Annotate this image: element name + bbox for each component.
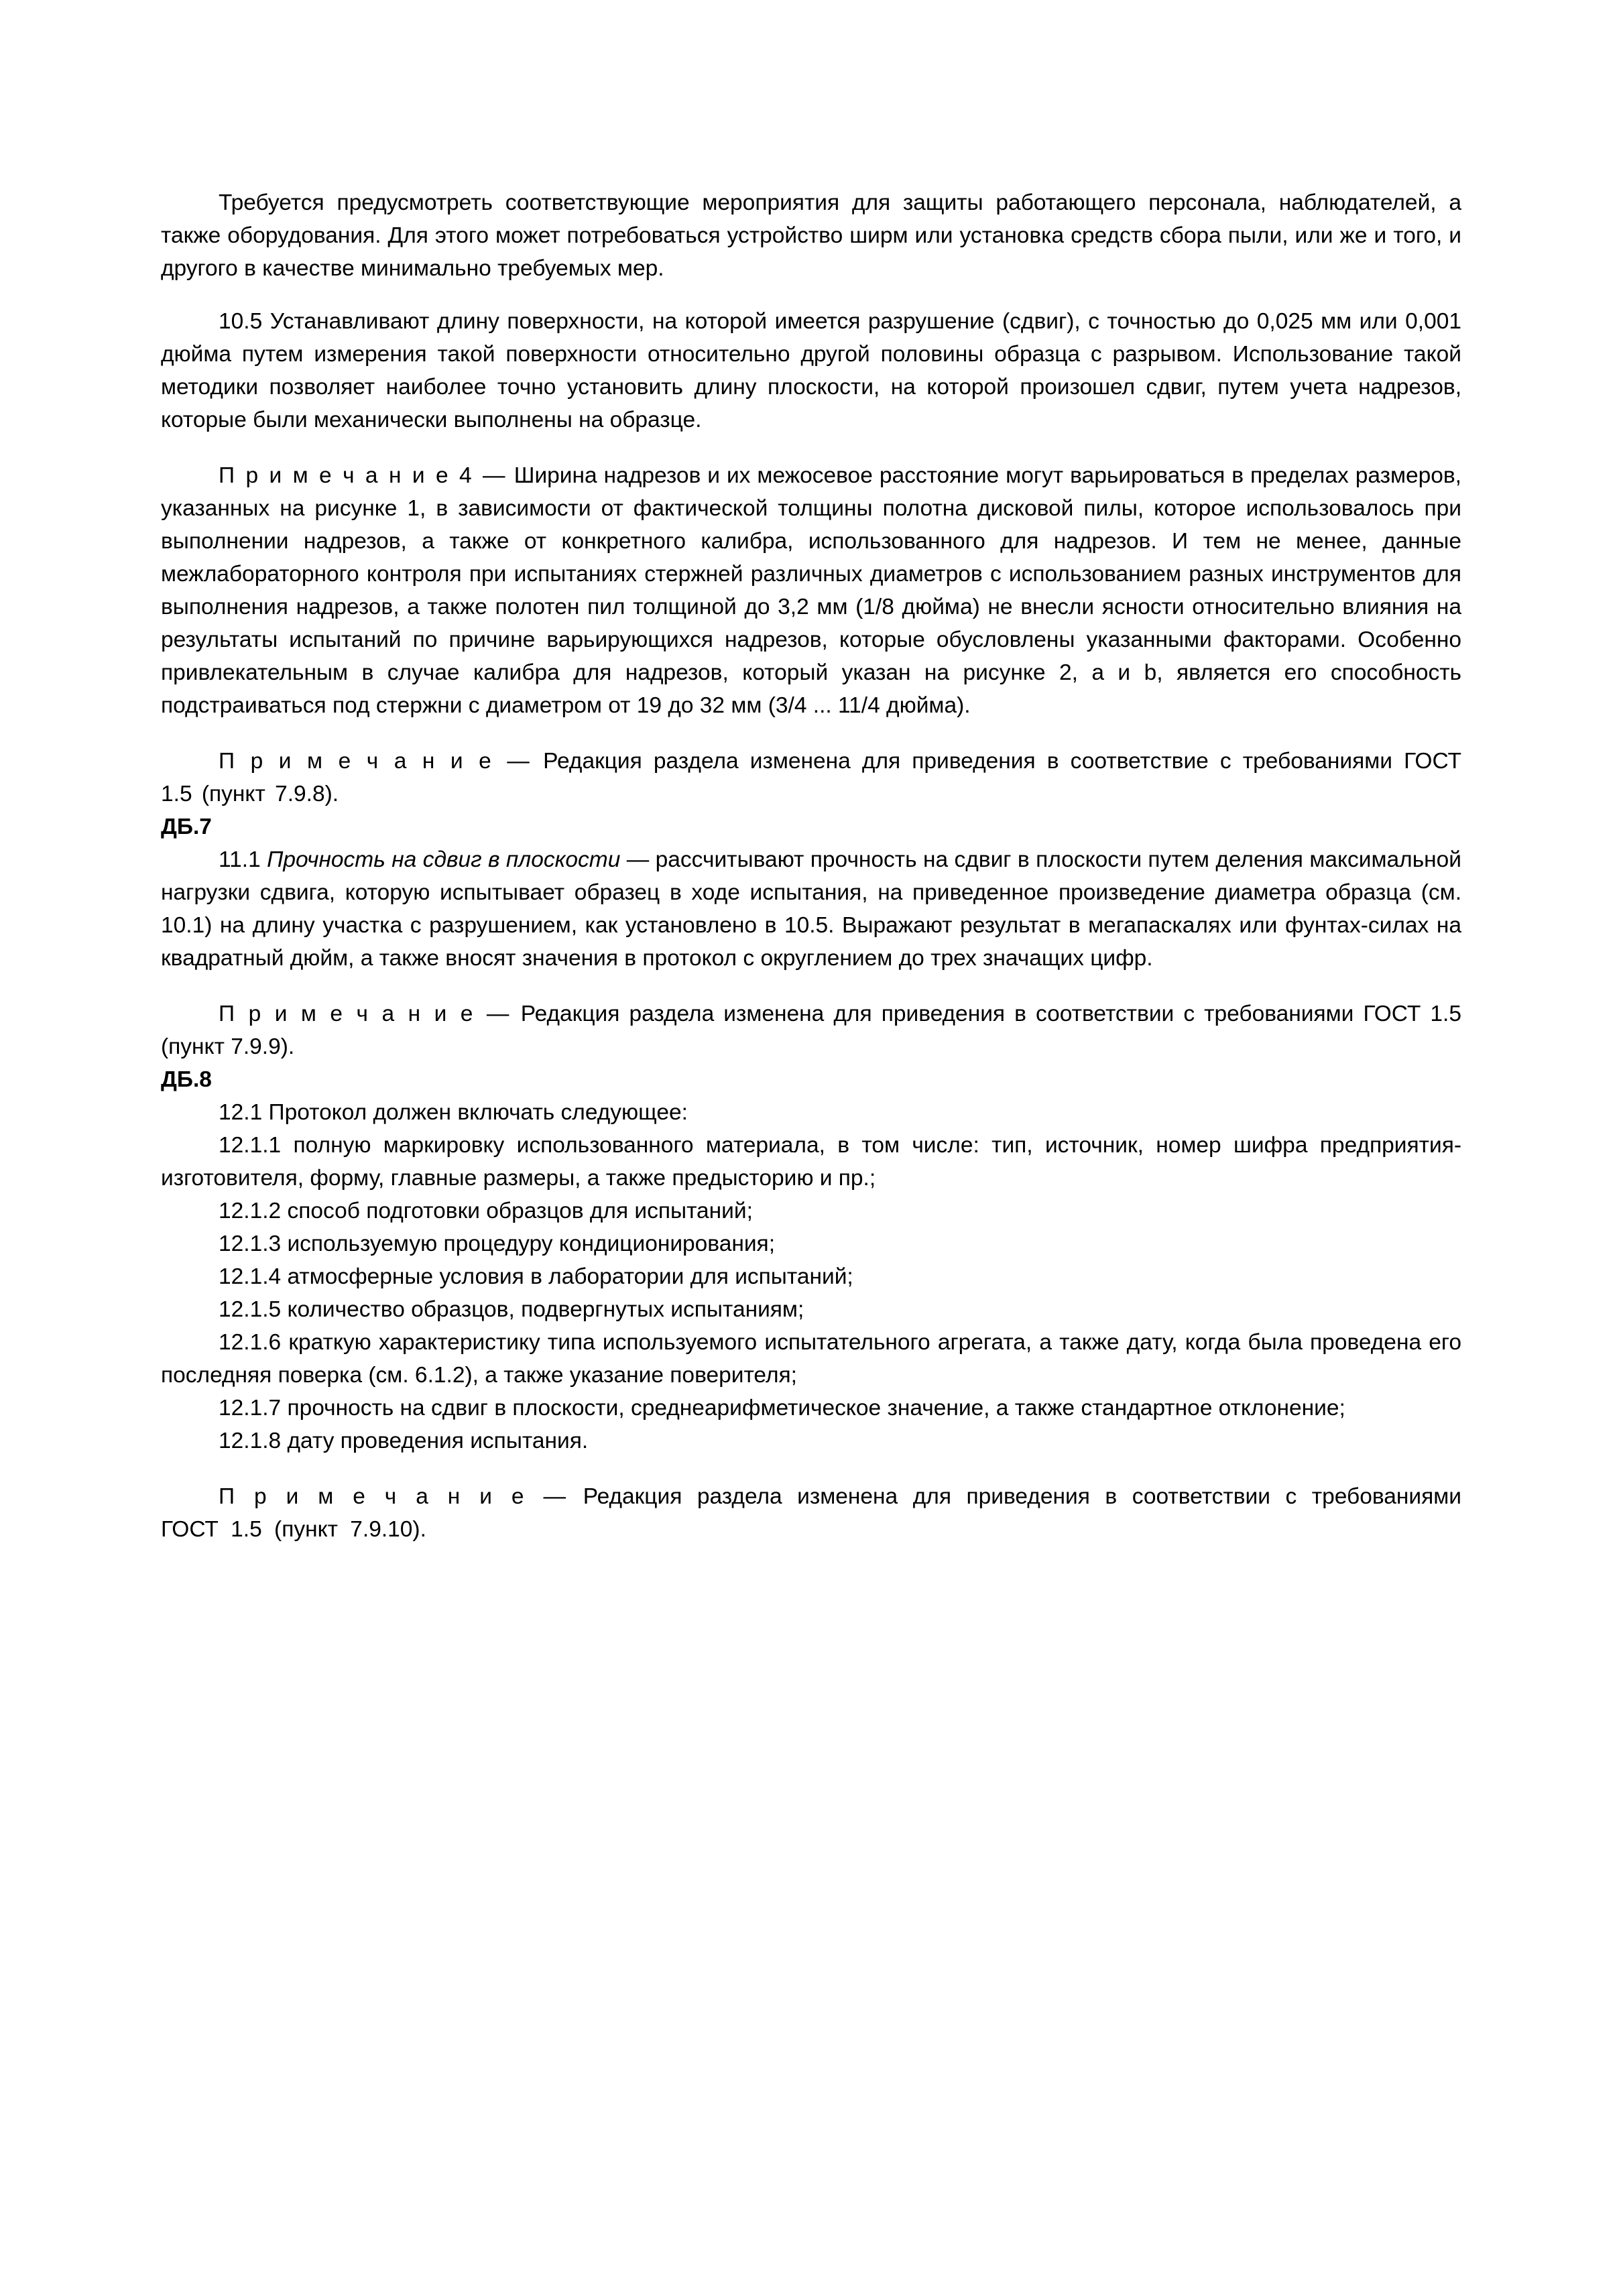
note-b-text: Редакция раздела изменена для приведения в соответствии с требованиями ГОСТ 1.5 (пункт 7.9.9). xyxy=(161,1002,1461,1059)
section-heading-db7: ДБ.7 xyxy=(161,814,212,839)
paragraph-clause-11-1-text: — рассчитывают прочность на сдвиг в плоскости путем деления максимальной нагрузки сдвига, которую испытывает образец в ходе испытания, на приведенное произведение диаметра образца (см. 10.1) на длину участка с разрушением, как установлено в 10.5. Выражают результат в мегапаскалях или фунтах-силах на квадратный дюйм, а также вносят значения в протокол с округлением до трех значащих цифр. xyxy=(161,847,1462,971)
paragraph-clause-12-1-3: 12.1.3 используемую процедуру кондиционирования; xyxy=(219,1231,776,1256)
paragraph-clause-12-1-8: 12.1.8 дату проведения испытания. xyxy=(219,1429,589,1453)
paragraph-clause-12-1-2: 12.1.2 способ подготовки образцов для испытаний; xyxy=(219,1199,753,1223)
note-a-text: Редакция раздела изменена для приведения в соответствие с требованиями ГОСТ 1.5 (пункт 7.9.8). xyxy=(161,749,1461,806)
page-content xyxy=(161,134,1461,1546)
note-a-label: П р и м е ч а н и е — xyxy=(219,749,532,774)
paragraph-intro: Требуется предусмотреть соответствующие мероприятия для защиты работающего персонала, наблюдателей, а также оборудования. Для этого может потребоваться устройство ширм или установка средств сбора пыли, или же и того, и другого в качестве минимально требуемых мер. xyxy=(161,190,1461,281)
term-in-plane-shear-strength: Прочность на сдвиг в плоскости xyxy=(267,847,621,872)
paragraph-clause-11-1 xyxy=(161,843,1461,975)
paragraph-clause-12-1-6: 12.1.6 краткую характеристику типа используемого испытательного агрегата, а также дату, когда была проведена его последняя поверка (см. 6.1.2), а также указание поверителя; xyxy=(161,1330,1461,1388)
note-c-text: Редакция раздела изменена для приведения в соответствии с требованиями ГОСТ 1.5 (пункт 7.9.10). xyxy=(161,1484,1461,1542)
note-c-label: П р и м е ч а н и е — xyxy=(219,1484,568,1509)
paragraph-clause-12-1-5: 12.1.5 количество образцов, подвергнутых испытаниям; xyxy=(219,1297,804,1322)
note-4-text: Ширина надрезов и их межосевое расстояние могут варьироваться в пределах размеров, указанных на рисунке 1, в зависимости от фактической толщины полотна дисковой пилы, которое использовалось при выполнении надрезов, а также от конкретного калибра, использованного для надрезов. И тем не менее, данные межлабораторного контроля при испытаниях стержней различных диаметров с использованием разных инструментов для выполнения надрезов, а также полотен пил толщиной до 3,2 мм (1/8 дюйма) не внесли ясности относительно влияния на результаты испытаний по причине варьирующихся надрезов, которые обусловлены указанными факторами. Особенно привлекательным в случае калибра для надрезов, который указан на рисунке 2, a и b, является его способность подстраиваться под стержни с диаметром от 19 до 32 мм (3/4 ... 11/4 дюйма). xyxy=(161,463,1461,718)
paragraph-clause-12-1-7: 12.1.7 прочность на сдвиг в плоскости, среднеарифметическое значение, а также стандартное отклонение; xyxy=(219,1396,1345,1421)
note-4-label: П р и м е ч а н и е 4 — xyxy=(219,463,507,488)
note-b-label: П р и м е ч а н и е — xyxy=(219,1002,512,1026)
paragraph-clause-10-5: 10.5 Устанавливают длину поверхности, на которой имеется разрушение (сдвиг), с точностью до 0,025 мм или 0,001 дюйма путем измерения такой поверхности относительно другой половины образца с разрывом. Использование такой методики позволяет наиболее точно установить длину плоскости, на которой произошел сдвиг, путем учета надрезов, которые были механически выполнены на образце. xyxy=(161,309,1461,432)
paragraph-clause-12-1-4: 12.1.4 атмосферные условия в лаборатории для испытаний; xyxy=(219,1264,853,1289)
clause-number-11-1: 11.1 xyxy=(219,847,261,872)
note-c xyxy=(161,1480,1461,1546)
section-heading-db8: ДБ.8 xyxy=(161,1067,212,1092)
note-b xyxy=(161,998,1461,1063)
note-a xyxy=(161,745,1461,810)
paragraph-clause-12-1: 12.1 Протокол должен включать следующее: xyxy=(219,1100,688,1125)
note-4 xyxy=(161,459,1461,722)
paragraph-clause-12-1-1: 12.1.1 полную маркировку использованного материала, в том числе: тип, источник, номер шифра предприятия-изготовителя, форму, главные размеры, а также предысторию и пр.; xyxy=(161,1133,1461,1191)
